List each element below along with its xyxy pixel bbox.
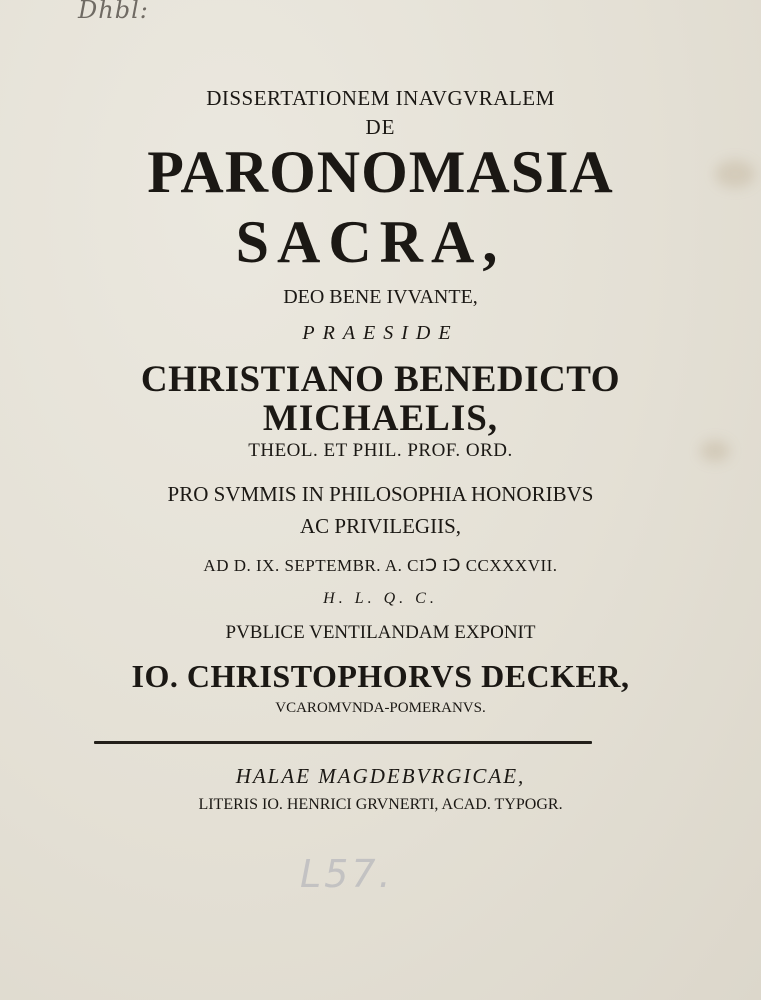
imprint-printer: LITERIS IO. HENRICI GRVNERTI, ACAD. TYPOGR. <box>198 796 563 813</box>
invocation: DEO BENE IVVANTE, <box>283 286 478 308</box>
praeside-label: PRAESIDE <box>302 322 459 344</box>
exponit-line: PVBLICE VENTILANDAM EXPONIT <box>225 622 536 643</box>
separator-rule <box>94 741 592 744</box>
handwritten-note: Dhbl: <box>78 0 149 24</box>
main-title-line1: PARONOMASIA <box>147 139 614 205</box>
privileges-line: AC PRIVILEGIIS, <box>300 514 461 538</box>
imprint-place: HALAE MAGDEBVRGICAE, <box>235 764 526 788</box>
date-line: AD D. IX. SEPTEMBR. A. CIↃ IↃ CCXXXVII. <box>203 556 558 575</box>
main-title-line2: SACRA, <box>235 209 506 275</box>
praeses-name-line1: CHRISTIANO BENEDICTO <box>140 359 621 400</box>
library-stamp: L57. <box>300 852 394 896</box>
hlqc-line: H. L. Q. C. <box>323 590 438 607</box>
praeses-title: THEOL. ET PHIL. PROF. ORD. <box>248 440 513 461</box>
heading-de: DE <box>365 115 396 139</box>
author-name: IO. CHRISTOPHORVS DECKER, <box>131 658 630 694</box>
praeses-name-line2: MICHAELIS, <box>262 398 499 439</box>
honors-line: PRO SVMMIS IN PHILOSOPHIA HONORIBVS <box>167 482 594 506</box>
heading-line: DISSERTATIONEM INAVGVRALEM <box>206 86 555 110</box>
author-origin: VCAROMVNDA-POMERANVS. <box>275 700 486 716</box>
